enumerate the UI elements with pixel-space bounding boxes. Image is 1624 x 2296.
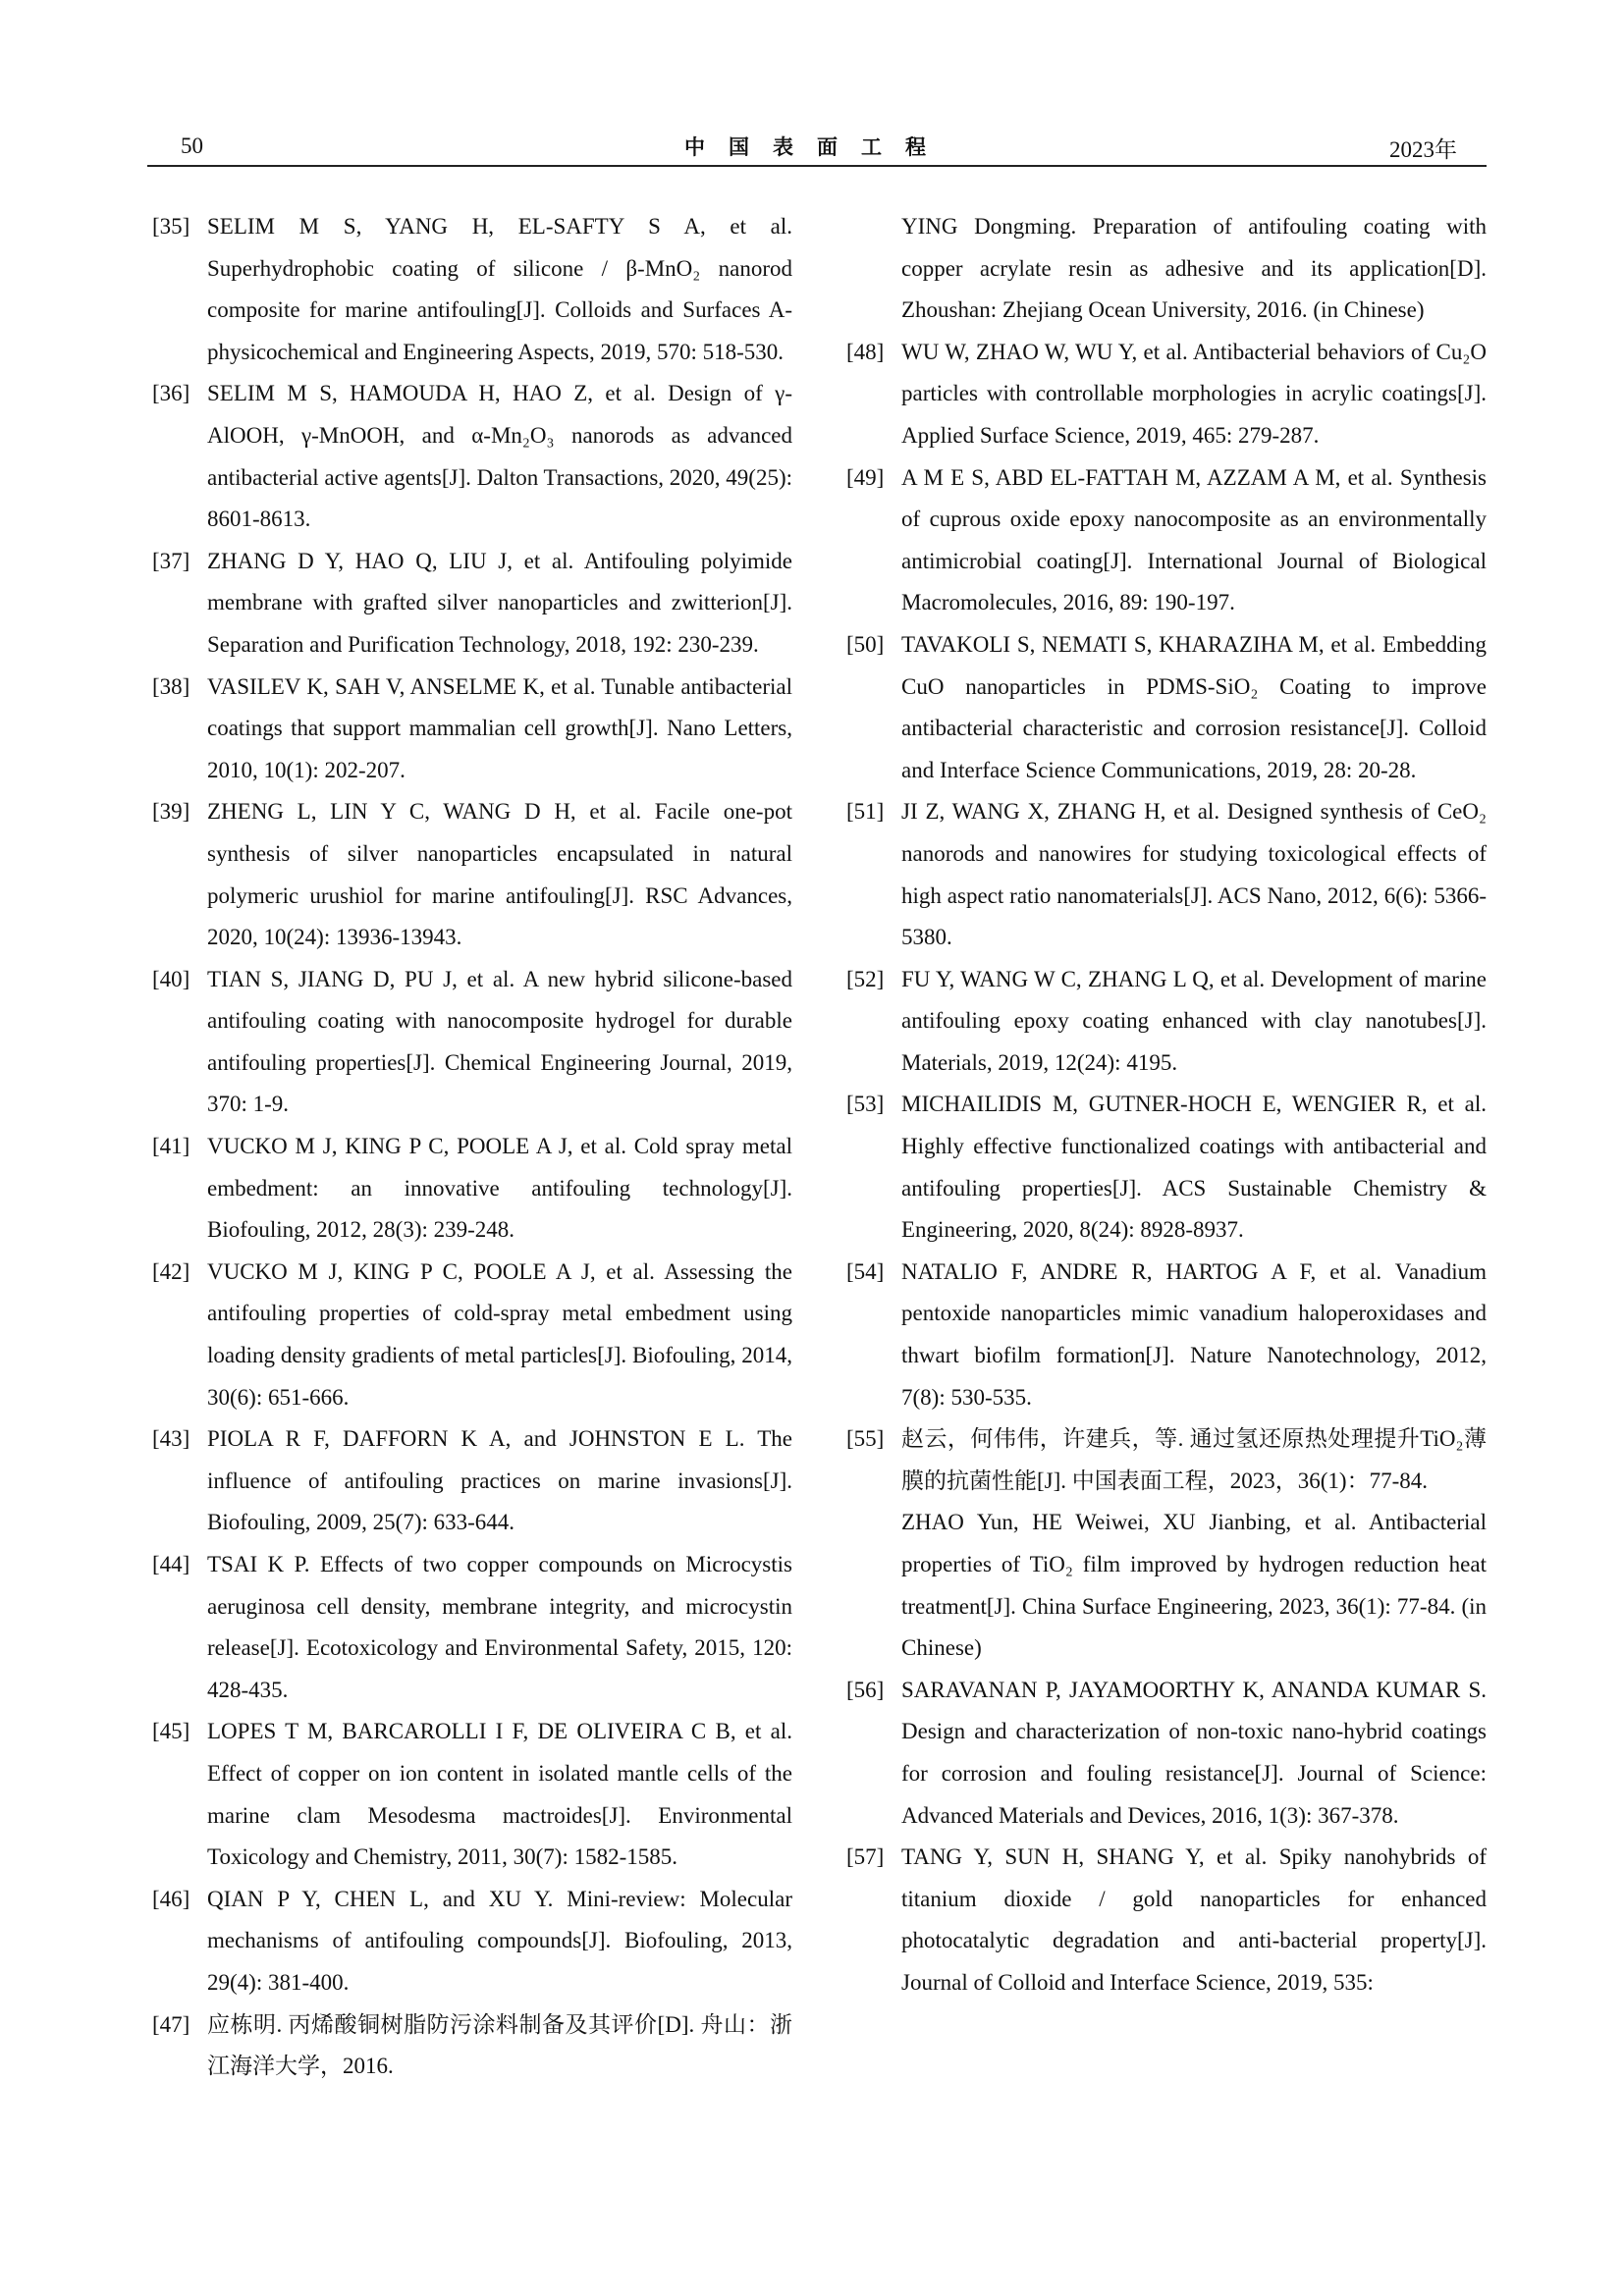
reference-body (901, 1084, 1487, 1251)
reference-item (152, 1711, 792, 1878)
reference-text: LOPES T M, BARCAROLLI I F, DE OLIVEIRA C B, et al. Effect of copper on ion content in isolated mantle cells of the marine clam Mesodesma mactroides[J]. Environmental Toxicology and Chemistry, 2011, 30(7): 1582-1585. (207, 1719, 792, 1870)
reference-text: TIAN S, JIANG D, PU J, et al. A new hybrid silicone-based antifouling coating with nanocomposite hydrogel for durable antifouling properties[J]. Chemical Engineering Journal, 2019, 370: 1-9. (207, 966, 792, 1117)
reference-body (207, 667, 792, 792)
reference-text: ZHANG D Y, HAO Q, LIU J, et al. Antifouling polyimide membrane with grafted silver nanoparticles and zwitterion[J]. Separation and Purification Technology, 2018, 192: 230-239. (207, 548, 792, 657)
reference-item (152, 1418, 792, 1544)
reference-item (152, 667, 792, 792)
reference-text: MICHAILIDIS M, GUTNER-HOCH E, WENGIER R, et al. Highly effective functionalized coatings with antibacterial and antifouling properties[J]. ACS Sustainable Chemistry & Engineering, 2020, 8(24): 8928-8937. (901, 1092, 1487, 1243)
reference-item (846, 1837, 1487, 2003)
reference-body (207, 1126, 792, 1252)
reference-number: [38] (152, 673, 190, 699)
reference-item (846, 1084, 1487, 1251)
reference-body (207, 206, 792, 373)
reference-item (152, 373, 792, 540)
reference-item (152, 1252, 792, 1418)
reference-body (901, 1670, 1487, 1837)
reference-continuation: YING Dongming. Preparation of antifouling coating with copper acrylate resin as adhesive and its application[D]. Zhoushan: Zhejiang Ocean University, 2016. (in Chinese) (901, 214, 1487, 323)
reference-body (207, 1879, 792, 2004)
reference-body (207, 1544, 792, 1711)
reference-number: [41] (152, 1134, 190, 1159)
reference-text: VUCKO M J, KING P C, POOLE A J, et al. Assessing the antifouling properties of cold-spray metal embedment using loading density gradients of metal particles[J]. Biofouling, 2014, 30(6): 651-666. (207, 1258, 792, 1410)
reference-body (207, 541, 792, 667)
reference-body (901, 332, 1487, 457)
reference-item (152, 1544, 792, 1711)
reference-item (846, 332, 1487, 457)
reference-text: NATALIO F, ANDRE R, HARTOG A F, et al. Vanadium pentoxide nanoparticles mimic vanadium haloperoxidases and thwart biofilm formation[J]. Nature Nanotechnology, 2012, 7(8): 530-535. (901, 1258, 1487, 1410)
reference-body (207, 373, 792, 540)
reference-number: [56] (846, 1677, 885, 1702)
journal-title: 中国表面工程 (684, 135, 949, 159)
reference-number: [45] (152, 1719, 190, 1744)
reference-item (152, 2004, 792, 2088)
reference-text: JI Z, WANG X, ZHANG H, et al. Designed synthesis of CeO₂ nanorods and nanowires for studying toxicological effects of high aspect ratio nanomaterials[J]. ACS Nano, 2012, 6(6): 5366-5380. (901, 799, 1487, 950)
reference-number: [49] (846, 464, 885, 490)
reference-body (901, 1418, 1487, 1670)
reference-number: [51] (846, 799, 885, 825)
reference-number: [44] (152, 1552, 190, 1576)
reference-item (846, 1418, 1487, 1670)
reference-item (846, 457, 1487, 624)
reference-number: [40] (152, 966, 190, 991)
reference-text: WU W, ZHAO W, WU Y, et al. Antibacterial behaviors of Cu₂O particles with controllable morphologies in acrylic coatings[J]. Applied Surface Science, 2019, 465: 279-287. (901, 339, 1487, 448)
reference-text: FU Y, WANG W C, ZHANG L Q, et al. Development of marine antifouling epoxy coating enhanced with clay nanotubes[J]. Materials, 2019, 12(24): 4195. (901, 966, 1487, 1075)
reference-item (846, 1670, 1487, 1837)
reference-item (846, 959, 1487, 1085)
left-reference-column (152, 206, 792, 2088)
reference-body (901, 1837, 1487, 2003)
reference-body (901, 959, 1487, 1085)
reference-item (152, 206, 792, 373)
reference-text: TANG Y, SUN H, SHANG Y, et al. Spiky nanohybrids of titanium dioxide / gold nanoparticles for enhanced photocatalytic degradation and anti-bacterial property[J]. Journal of Colloid and Interface Science, 2019, 535: (901, 1844, 1487, 1995)
reference-number: [35] (152, 214, 190, 239)
reference-item (152, 1126, 792, 1252)
reference-number: [47] (152, 2011, 190, 2037)
reference-number: [52] (846, 966, 885, 991)
publication-year: 2023年 (1389, 137, 1457, 162)
reference-item (846, 1252, 1487, 1418)
reference-body (207, 1252, 792, 1418)
reference-body (207, 2004, 792, 2088)
reference-text: TSAI K P. Effects of two copper compounds on Microcystis aeruginosa cell density, membrane integrity, and microcystin release[J]. Ecotoxicology and Environmental Safety, 2015, 120: 428-435. (207, 1552, 792, 1702)
reference-body (901, 791, 1487, 958)
reference-text: ZHENG L, LIN Y C, WANG D H, et al. Facile one-pot synthesis of silver nanoparticles encapsulated in natural polymeric urushiol for marine antifouling[J]. RSC Advances, 2020, 10(24): 13936-13943. (207, 799, 792, 950)
reference-item (152, 541, 792, 667)
reference-body (207, 791, 792, 958)
reference-body (207, 1711, 792, 1878)
reference-text: SELIM M S, YANG H, EL-SAFTY S A, et al. Superhydrophobic coating of silicone / β-MnO₂ nanorod composite for marine antifouling[J]. Colloids and Surfaces A-physicochemical and Engineering Aspects, 2019, 570: 518-530. (207, 214, 792, 364)
reference-text: A M E S, ABD EL-FATTAH M, AZZAM A M, et al. Synthesis of cuprous oxide epoxy nanocomposite as an environmentally antimicrobial coating[J]. International Journal of Biological Macromolecules, 2016, 89: 190-197. (901, 464, 1487, 615)
reference-number: [48] (846, 339, 885, 364)
reference-text: 赵云，何伟伟，许建兵，等. 通过氢还原热处理提升TiO₂薄膜的抗菌性能[J]. 中国表面工程，2023，36(1)：77-84. (901, 1426, 1487, 1493)
reference-item (152, 1879, 792, 2004)
reference-text: QIAN P Y, CHEN L, and XU Y. Mini-review: Molecular mechanisms of antifouling compounds[J]. Biofouling, 2013, 29(4): 381-400. (207, 1886, 792, 1995)
reference-item (152, 791, 792, 958)
reference-text: SELIM M S, HAMOUDA H, HAO Z, et al. Design of γ-AlOOH, γ-MnOOH, and α-Mn₂O₃ nanorods as advanced antibacterial active agents[J]. Dalton Transactions, 2020, 49(25): 8601-8613. (207, 381, 792, 532)
reference-text: 应栋明. 丙烯酸铜树脂防污涂料制备及其评价[D]. 舟山：浙江海洋大学，2016. (207, 2011, 792, 2079)
page-header (147, 126, 1487, 167)
reference-number: [36] (152, 381, 190, 406)
reference-number: [50] (846, 631, 885, 657)
reference-body (207, 1418, 792, 1544)
reference-number: [39] (152, 799, 190, 825)
reference-text: TAVAKOLI S, NEMATI S, KHARAZIHA M, et al. Embedding CuO nanoparticles in PDMS-SiO₂ Coating to improve antibacterial characteristic and corrosion resistance[J]. Colloid and Interface Science Communications, 2019, 28: 20-28. (901, 631, 1487, 782)
reference-body (901, 624, 1487, 791)
reference-number: [53] (846, 1092, 885, 1117)
right-reference-column (846, 206, 1487, 2004)
reference-body (207, 959, 792, 1126)
reference-number: [42] (152, 1258, 190, 1284)
reference-number: [43] (152, 1426, 190, 1452)
reference-number: [46] (152, 1886, 190, 1911)
reference-body (901, 457, 1487, 624)
page-number: 50 (181, 133, 203, 158)
reference-text: VUCKO M J, KING P C, POOLE A J, et al. Cold spray metal embedment: an innovative antifouling technology[J]. Biofouling, 2012, 28(3): 239-248. (207, 1134, 792, 1243)
reference-item (152, 959, 792, 1126)
reference-item (846, 624, 1487, 791)
reference-number: [55] (846, 1426, 885, 1452)
reference-body (901, 1252, 1487, 1418)
reference-number: [37] (152, 548, 190, 573)
reference-text: PIOLA R F, DAFFORN K A, and JOHNSTON E L. The influence of antifouling practices on marine invasions[J]. Biofouling, 2009, 25(7): 633-644. (207, 1426, 792, 1535)
reference-number: [57] (846, 1844, 885, 1870)
reference-text: SARAVANAN P, JAYAMOORTHY K, ANANDA KUMAR S. Design and characterization of non-toxic nano-hybrid coatings for corrosion and fouling resistance[J]. Journal of Science: Advanced Materials and Devices, 2016, 1(3): 367-378. (901, 1677, 1487, 1828)
reference-number: [54] (846, 1258, 885, 1284)
reference-text: VASILEV K, SAH V, ANSELME K, et al. Tunable antibacterial coatings that support mammalian cell growth[J]. Nano Letters, 2010, 10(1): 202-207. (207, 673, 792, 782)
reference-translation: ZHAO Yun, HE Weiwei, XU Jianbing, et al. Antibacterial properties of TiO₂ film improved by hydrogen reduction heat treatment[J]. China Surface Engineering, 2023, 36(1): 77-84. (in Chinese) (901, 1510, 1487, 1661)
reference-item (846, 791, 1487, 958)
